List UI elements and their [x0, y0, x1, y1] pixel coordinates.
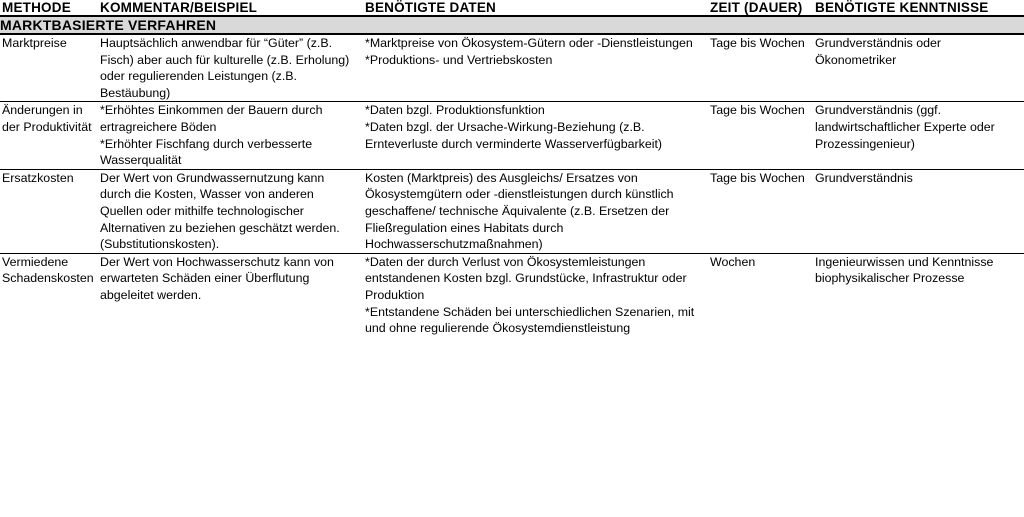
- column-header-kenntnisse: BENÖTIGTE KENNTNISSE: [815, 0, 1024, 16]
- section-title-marktbasierte-verfahren: MARKTBASIERTE VERFAHREN: [0, 16, 1024, 34]
- table-row: [0, 169, 1024, 253]
- cell-time: Tage bis Wochen: [710, 102, 815, 169]
- column-header-kommentar: KOMMENTAR/BEISPIEL: [100, 0, 365, 16]
- cell-skills: Grundverständnis: [815, 169, 1024, 253]
- section-header-row: [0, 16, 1024, 34]
- cell-time: Tage bis Wochen: [710, 169, 815, 253]
- cell-data: *Daten bzgl. Produktionsfunktion *Daten bzgl. der Ursache-Wirkung-Beziehung (z.B. Ernteverluste durch verminderte Wasserverfügbarkeit): [365, 102, 710, 169]
- cell-skills: Ingenieurwissen und Kenntnisse biophysikalischer Prozesse: [815, 254, 994, 286]
- cell-comment: Der Wert von Hochwasserschutz kann von erwarteten Schäden einer Überflutung abgeleitet werden.: [100, 254, 334, 302]
- column-header-methode: METHODE: [0, 0, 100, 16]
- cell-data: Kosten (Marktpreis) des Ausgleichs/ Ersatzes von Ökosystemgütern oder -dienstleistungen durch künstlich geschaffene/ technische Äquivalente (z.B. Ersetzen der Fließregulation eines Habitats durch Hochwasserschutzmaßnahmen): [365, 169, 710, 253]
- cell-comment: *Erhöhtes Einkommen der Bauern durch ertragreichere Böden *Erhöhter Fischfang durch verbesserte Wasserqualität: [100, 102, 365, 169]
- cell-skills: Grundverständnis oder Ökonometriker: [815, 34, 1024, 102]
- cell-data: *Daten der durch Verlust von Ökosystemleistungen entstandenen Kosten bzgl. Grundstücke, Infrastruktur oder Produktion *Entstandene Schäden bei unterschiedlichen Szenarien, mit und ohne regulierende Ökosystemdienstleistung: [365, 254, 695, 336]
- cell-time: Wochen: [710, 254, 756, 269]
- column-header-daten: BENÖTIGTE DATEN: [365, 0, 710, 16]
- cell-comment: Hauptsächlich anwendbar für “Güter” (z.B. Fisch) aber auch für kulturelle (z.B. Erholung) oder regulierenden Leistungen (z.B. Bestäubung): [100, 34, 365, 102]
- table-header-row: [0, 0, 1024, 16]
- cell-time: Tage bis Wochen: [710, 34, 815, 102]
- cell-method: Ersatzkosten: [0, 169, 100, 253]
- cell-data: *Marktpreise von Ökosystem-Gütern oder -Dienstleistungen *Produktions- und Vertriebskosten: [365, 34, 710, 102]
- table-row: [0, 34, 1024, 102]
- table-row: [0, 102, 1024, 169]
- cell-method: Änderungen in der Produktivität: [0, 102, 100, 169]
- table-row: [0, 253, 1024, 336]
- column-header-zeit: ZEIT (DAUER): [710, 0, 815, 16]
- cell-comment: Der Wert von Grundwassernutzung kann durch die Kosten, Wasser von anderen Quellen oder mithilfe technologischer Alternativen zu beziehen geschätzt werden. (Substitutionskosten).: [100, 169, 365, 253]
- cell-method: Vermiedene Schadenskosten: [2, 254, 94, 286]
- cell-method: Marktpreise: [0, 34, 100, 102]
- cell-skills: Grundverständnis (ggf. landwirtschaftlicher Experte oder Prozessingenieur): [815, 102, 1024, 169]
